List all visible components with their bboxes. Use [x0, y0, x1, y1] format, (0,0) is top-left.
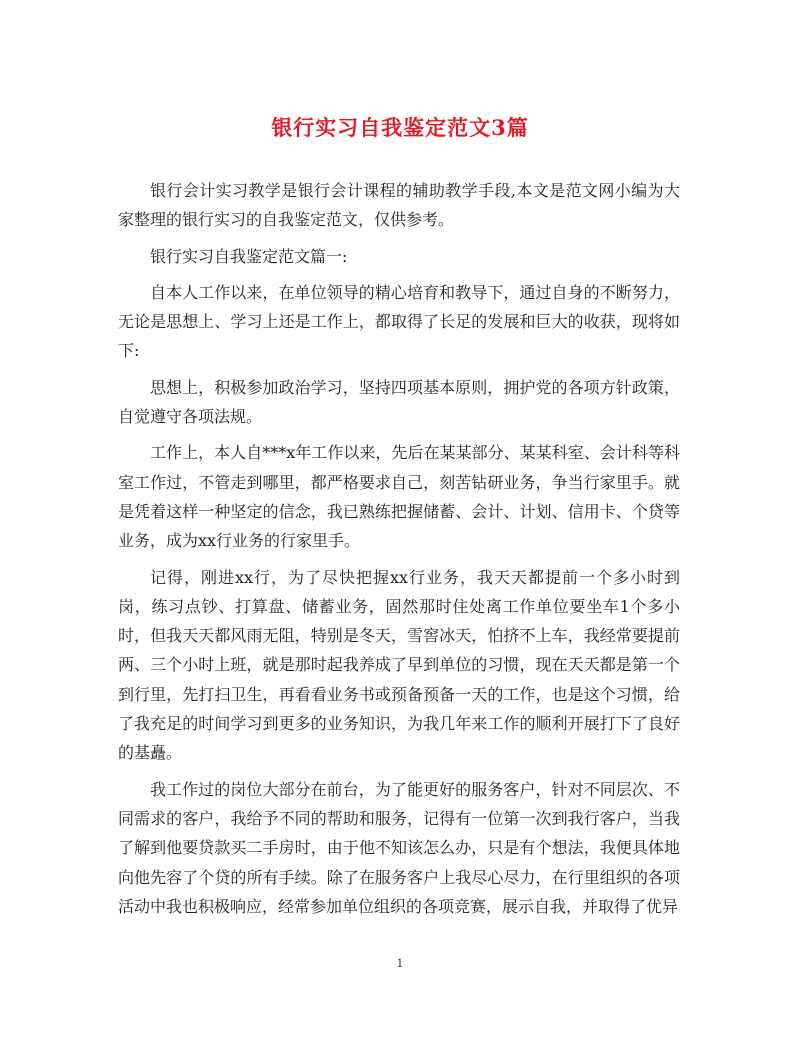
paragraph-thought: 思想上，积极参加政治学习，坚持四项基本原则，拥护党的各项方针政策，自觉遵守各项法规。: [118, 377, 680, 427]
paragraph-intro: 银行会计实习教学是银行会计课程的辅助教学手段,本文是范文网小编为大家整理的银行实习的自我鉴定范文，仅供参考。: [118, 181, 680, 230]
paragraph-work: 工作上，本人自***x年工作以来，先后在某某部分、某某科室、会计科等科室工作过，不管走到哪里，都严格要求自己，刻苦钻研业务，争当行家里手。就是凭着这样一种坚定的信念，我已熟练把握储蓄、会计、计划、信用卡、个贷等业务，成为xx行业务的行家里手。: [118, 443, 680, 551]
paragraph-memory: 记得，刚进xx行，为了尽快把握xx行业务，我天天都提前一个多小时到岗，练习点钞、打算盘、储蓄业务，固然那时住处离工作单位要坐车1个多小时，但我天天都风雨无阻，特别是冬天，雪窖冰天，怕挤不上车，我经常要提前两、三个小时上班，就是那时起我养成了早到单位的习惯，现在天天都是第一个到行里，先打扫卫生，再看看业务书或预备预备一天的工作，也是这个习惯，给了我充足的时间学习到更多的业务知识，为我几年来工作的顺利开展打下了良好的基矗。: [118, 567, 680, 763]
page-number: 1: [396, 957, 404, 970]
document-title: 银行实习自我鉴定范文3篇: [271, 115, 529, 140]
paragraph-self-intro: 自本人工作以来，在单位领导的精心培育和教导下，通过自身的不断努力，无论是思想上、学习上还是工作上，都取得了长足的发展和巨大的收获，现将如下:: [118, 282, 680, 361]
document-body: [118, 176, 680, 928]
paragraph-service: 我工作过的岗位大部分在前台，为了能更好的服务客户，针对不同层次、不同需求的客户，我给予不同的帮助和服务，记得有一位第一次到我行客户，当我了解到他要贷款买二手房时，由于他不知该怎么办，只是有个想法，我便具体地向他先容了个贷的所有手续。除了在服务客户上我尽心尽力，在行里组织的各项活动中我也积极响应，经常参加单位组织的各项竞赛，展示自我，并取得了优异: [118, 779, 680, 916]
paragraph-section-heading: 银行实习自我鉴定范文篇一:: [150, 246, 348, 266]
